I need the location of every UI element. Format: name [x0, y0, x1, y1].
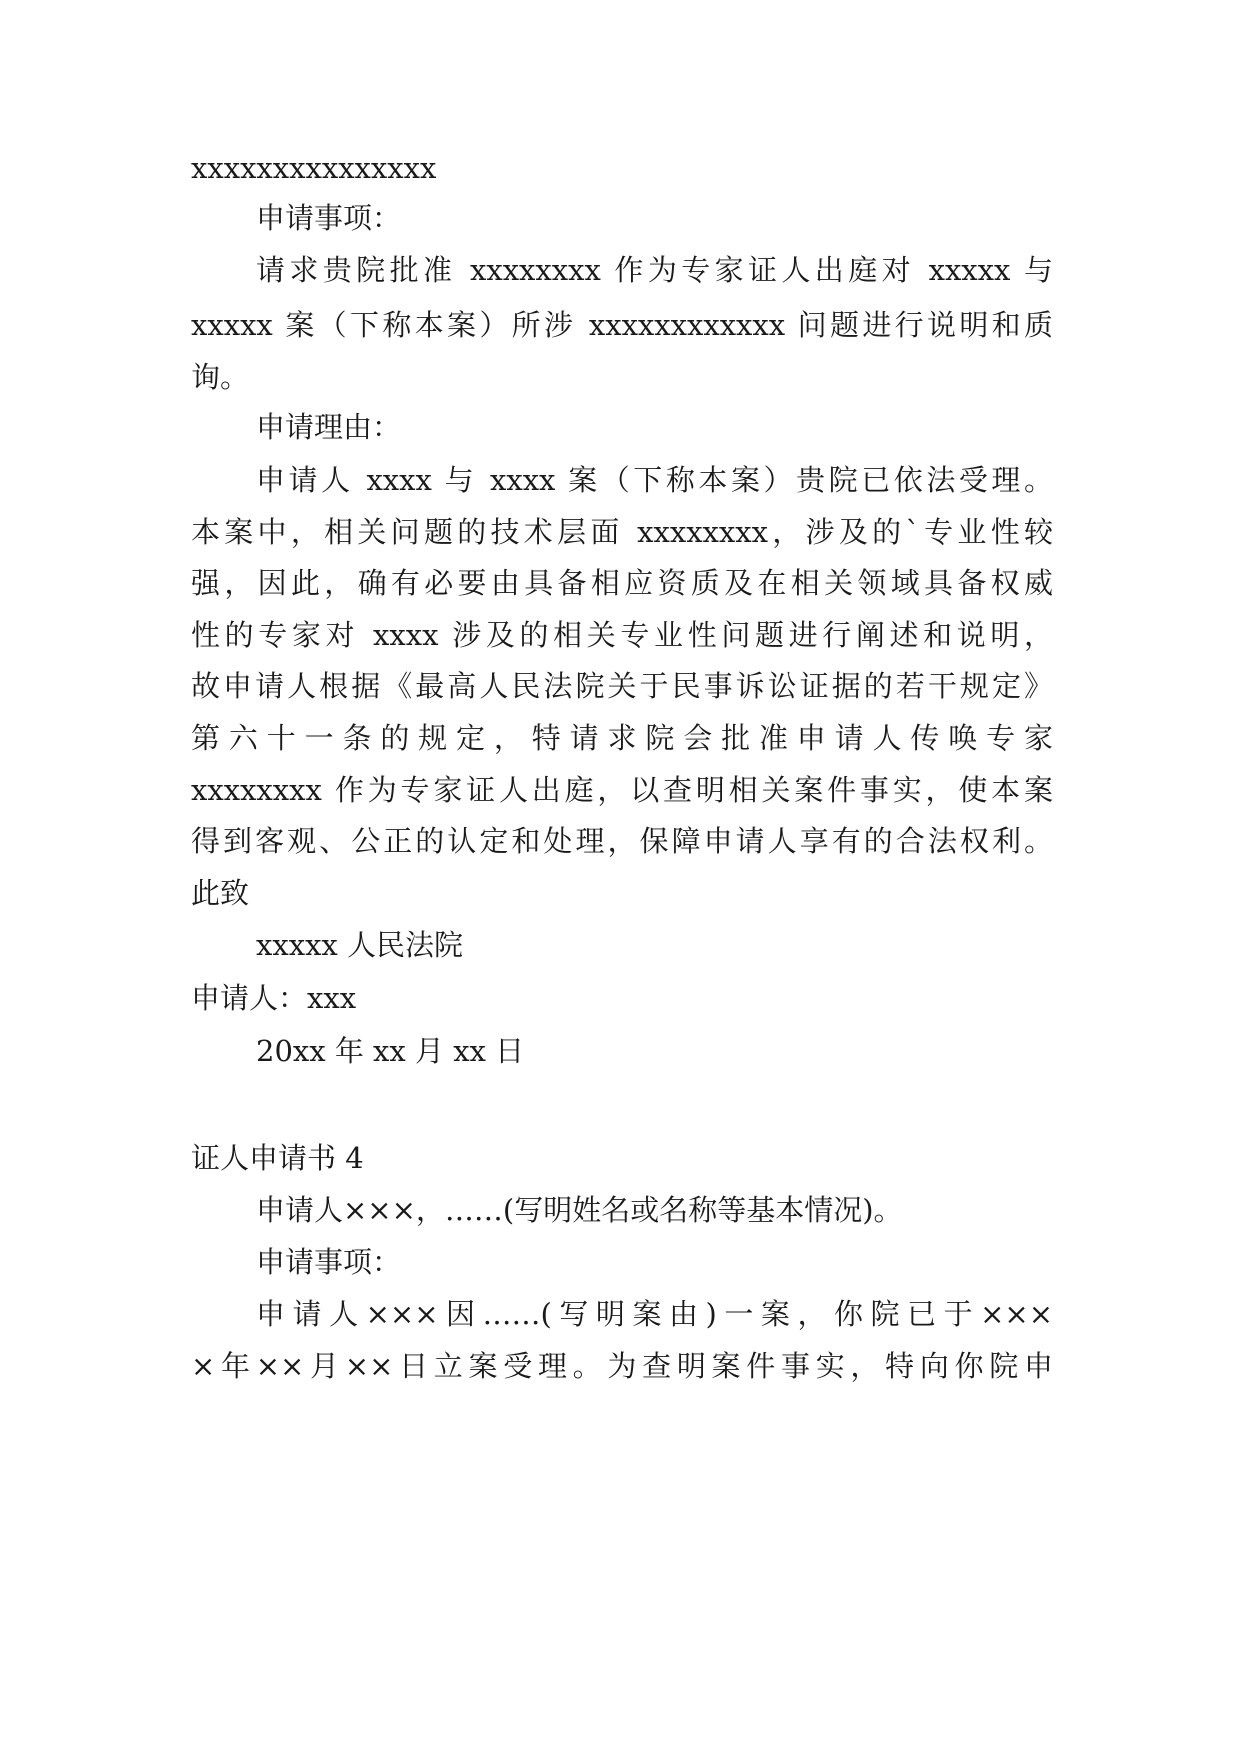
paragraph-line: 故申请人根据《最高人民法院关于民事诉讼证据的若干规定》 — [191, 669, 1053, 703]
applicant-signature: 申请人：xxx — [191, 981, 357, 1015]
document-title: 证人申请书 4 — [191, 1141, 364, 1175]
paragraph-line: 本案中，相关问题的技术层面 xxxxxxxx，涉及的`专业性较 — [191, 515, 1053, 549]
court-name: xxxxx 人民法院 — [256, 928, 463, 962]
closing-salutation: 此致 — [191, 876, 250, 910]
paragraph-line: 第六十一条的规定，特请求院会批准申请人传唤专家 — [191, 721, 1053, 755]
paragraph-line: ×年××月××日立案受理。为查明案件事实，特向你院申 — [191, 1349, 1053, 1383]
paragraph-line: 申请人 xxxx 与 xxxx 案（下称本案）贵院已依法受理。 — [256, 463, 1053, 497]
header-placeholder-line: xxxxxxxxxxxxxxx — [191, 151, 437, 185]
date-line: 20xx 年 xx 月 xx 日 — [256, 1034, 525, 1068]
paragraph-line: 性的专家对 xxxx 涉及的相关专业性问题进行阐述和说明， — [191, 618, 1053, 652]
paragraph-line: 申请人×××因……(写明案由)一案，你院已于××× — [256, 1297, 1053, 1331]
section-heading-application-reasons: 申请理由： — [256, 410, 402, 444]
paragraph-line: 得到客观、公正的认定和处理，保障申请人享有的合法权利。 — [191, 824, 1053, 858]
paragraph-line: xxxxx 案（下称本案）所涉 xxxxxxxxxxxx 问题进行说明和质 — [191, 308, 1053, 342]
section-heading-application-items: 申请事项： — [256, 201, 402, 235]
section-heading-application-items: 申请事项： — [256, 1245, 402, 1279]
paragraph-line: 强，因此，确有必要由具备相应资质及在相关领域具备权威 — [191, 566, 1053, 600]
paragraph-line: 申请人×××，……(写明姓名或名称等基本情况)。 — [256, 1193, 903, 1227]
paragraph-line: 请求贵院批准 xxxxxxxx 作为专家证人出庭对 xxxxx 与 — [256, 253, 1053, 287]
paragraph-line: xxxxxxxx 作为专家证人出庭，以查明相关案件事实，使本案 — [191, 773, 1053, 807]
paragraph-line: 询。 — [191, 360, 250, 394]
